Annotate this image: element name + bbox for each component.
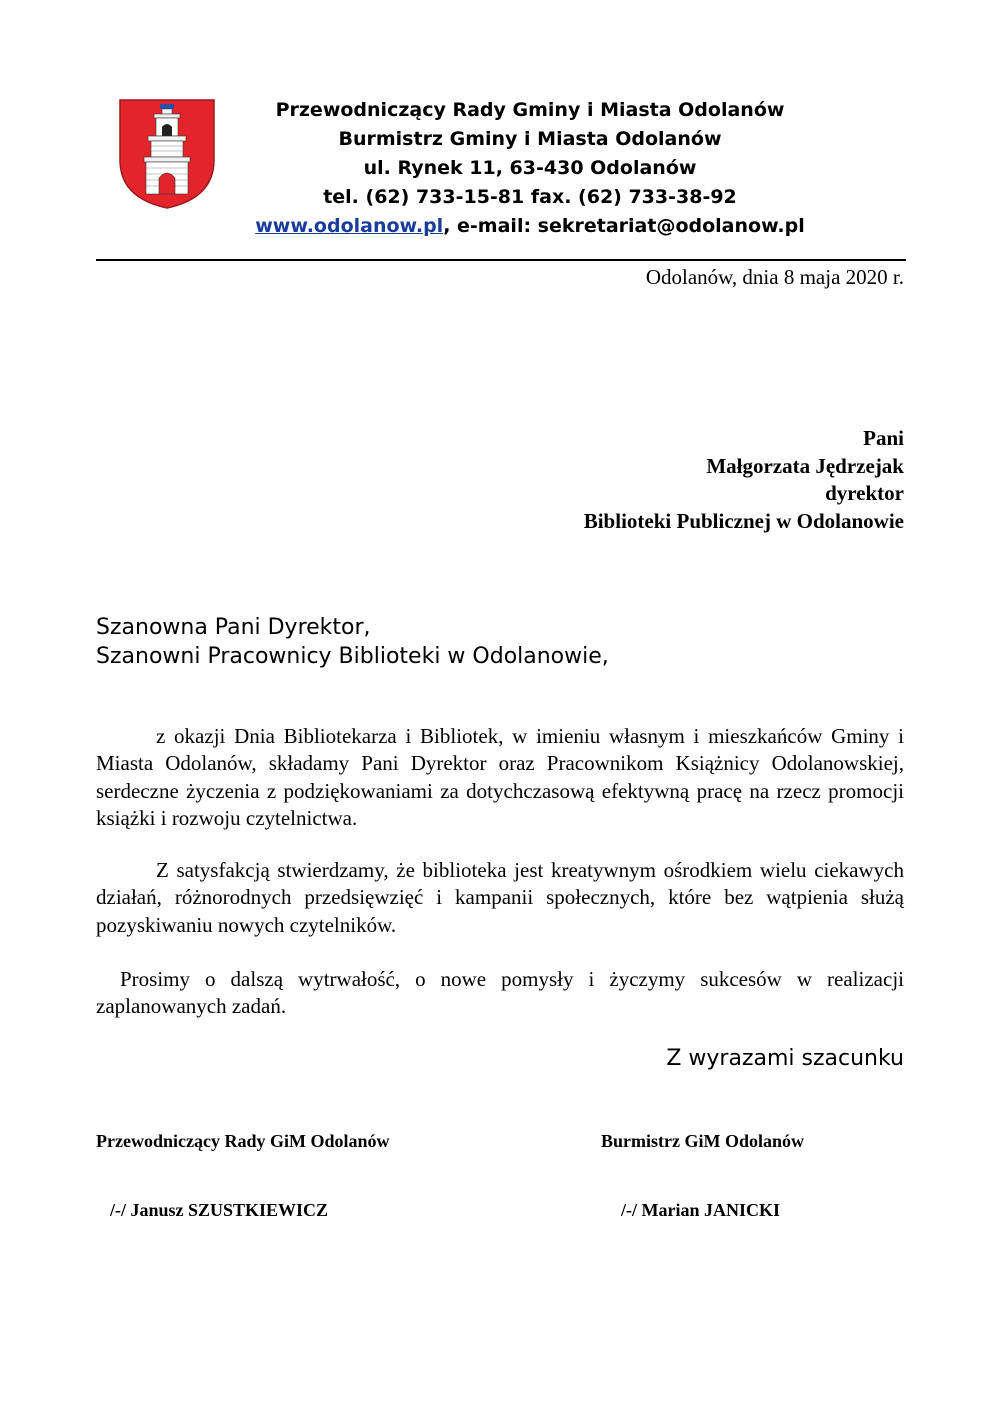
letterhead-council-chair: Przewodniczący Rady Gminy i Miasta Odolanów (275, 99, 785, 121)
addressee-position: dyrektor (825, 481, 904, 505)
addressee-institution: Biblioteki Publicznej w Odolanowie (583, 508, 904, 533)
letterhead-phone-fax: tel. (62) 733-15-81 fax. (62) 733-38-92 (323, 186, 737, 208)
coat-of-arms-tower-icon (118, 98, 216, 210)
body-paragraph-1: z okazji Dnia Bibliotekarza i Bibliotek, w imieniu własnym i mieszkańców Gminy i Miasta Odolanów, składamy Pani Dyrektor oraz Pracownikom Książnicy Odolanowskiej, serdeczne życzenia z podziękowaniami za dotychczasową efektywną pracę na rzecz promocji książki i rozwoju czytelnictwa. (96, 724, 904, 830)
letterhead-contact (230, 212, 830, 241)
salutation-line-1: Szanowna Pani Dyrektor, (96, 615, 371, 640)
body-paragraph-3: Prosimy o dalszą wytrwałość, o nowe pomysły i życzymy sukcesów w realizacji zaplanowanych zadań. (96, 967, 904, 1019)
salutation-line-2: Szanowni Pracownicy Biblioteki w Odolanowie, (96, 644, 609, 669)
signature-left-title: Przewodniczący Rady GiM Odolanów (96, 1131, 390, 1151)
email-text: , e-mail: sekretariat@odolanow.pl (443, 215, 805, 237)
addressee-block (584, 425, 904, 535)
body-paragraph-2: Z satysfakcją stwierdzamy, że biblioteka jest kreatywnym ośrodkiem wielu ciekawych działań, różnorodnych przedsięwzięć i kampanii społecznych, które bez wątpienia służą pozyskiwaniu nowych czytelników. (96, 858, 904, 937)
letterhead-mayor: Burmistrz Gminy i Miasta Odolanów (338, 128, 722, 150)
salutation (96, 613, 609, 671)
website-link[interactable]: www.odolanow.pl (255, 215, 444, 237)
header-divider (96, 259, 906, 261)
signature-left-name: /-/ Janusz SZUSTKIEWICZ (110, 1200, 329, 1220)
addressee-name: Małgorzata Jędrzejak (706, 453, 904, 478)
letterhead-address: ul. Rynek 11, 63-430 Odolanów (363, 157, 697, 179)
letterhead (230, 96, 830, 241)
addressee-title: Pani (863, 426, 904, 450)
closing-phrase: Z wyrazami szacunku (666, 1046, 904, 1071)
signature-right-name: /-/ Marian JANICKI (621, 1200, 780, 1220)
signature-right-title: Burmistrz GiM Odolanów (601, 1131, 804, 1151)
letter-date: Odolanów, dnia 8 maja 2020 r. (645, 265, 904, 289)
